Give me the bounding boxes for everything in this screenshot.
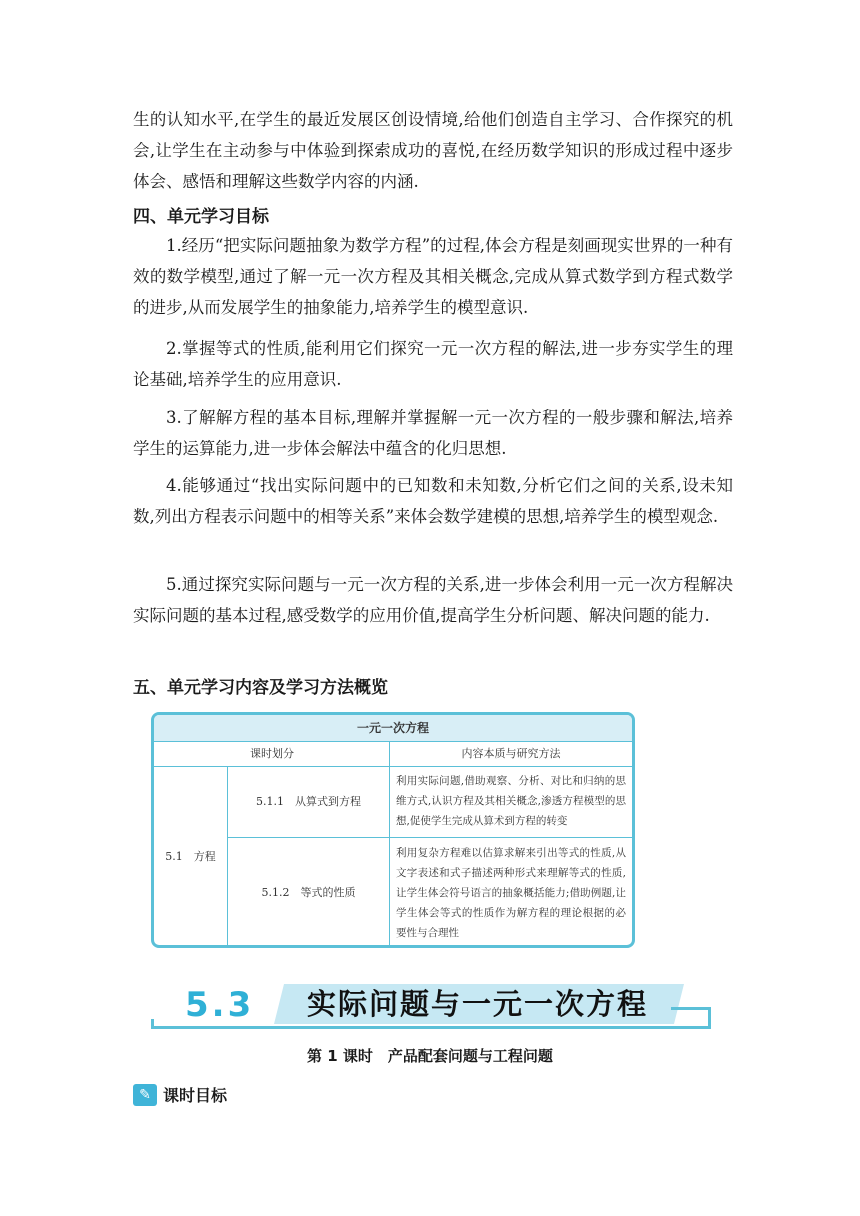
table-lesson-cell: 5.1.2 等式的性质	[261, 886, 356, 899]
goal-item-4: 4.能够通过“找出实际问题中的已知数和未知数,分析它们之间的关系,设未知数,列出方程表示问题中的相等关系”来体会数学建模的思想,培养学生的模型观念.	[133, 476, 733, 526]
goal-item-3: 3.了解解方程的基本目标,理解并掌握解一元一次方程的一般步骤和解法,培养学生的运算能力,进一步体会解法中蕴含的化归思想.	[133, 408, 733, 458]
table-title: 一元一次方程	[154, 715, 632, 742]
banner-rule	[151, 1026, 711, 1029]
chapter-banner	[151, 982, 711, 1032]
lesson-goal-label: 课时目标	[163, 1086, 228, 1105]
book-icon: ✎	[133, 1084, 157, 1106]
section-heading-overview: 五、单元学习内容及学习方法概览	[133, 678, 388, 698]
table-lesson-cell: 5.1.1 从算式到方程	[256, 795, 361, 808]
section-heading-goals: 四、单元学习目标	[133, 207, 269, 227]
overview-table	[151, 712, 635, 948]
banner-rule-tick	[708, 1007, 711, 1029]
goal-item-1: 1.经历“把实际问题抽象为数学方程”的过程,体会方程是刻画现实世界的一种有效的数学模型,通过了解一元一次方程及其相关概念,完成从算式数学到方程式数学的进步,从而发展学生的抽象能力,培养学生的模型意识.	[133, 236, 733, 317]
table-header-lesson: 课时划分	[250, 747, 294, 760]
table-desc-cell: 利用复杂方程难以估算求解来引出等式的性质,从文字表述和式子描述两种形式来理解等式的性质,让学生体会符号语言的抽象概括能力;借助例题,让学生体会等式的性质作为解方程的理论根据的必要性与合理性	[396, 847, 626, 939]
intro-paragraph: 生的认知水平,在学生的最近发展区创设情境,给他们创造自主学习、合作探究的机会,让学生在主动参与中体验到探索成功的喜悦,在经历数学知识的形成过程中逐步体会、感悟和理解这些数学内容的内涵.	[133, 110, 733, 191]
goal-item-2: 2.掌握等式的性质,能利用它们探究一元一次方程的解法,进一步夯实学生的理论基础,培养学生的应用意识.	[133, 339, 733, 389]
table-header-row	[154, 741, 632, 767]
banner-rule-cap	[151, 1019, 154, 1029]
lesson-title: 第 1 课时 产品配套问题与工程问题	[307, 1047, 553, 1065]
chapter-number: 5.3	[185, 985, 255, 1025]
banner-rule-top	[671, 1007, 711, 1010]
goal-item-5: 5.通过探究实际问题与一元一次方程的关系,进一步体会利用一元一次方程解决实际问题的基本过程,感受数学的应用价值,提高学生分析问题、解决问题的能力.	[133, 575, 733, 625]
table-group-cell: 5.1 方程	[165, 850, 216, 863]
chapter-title: 实际问题与一元一次方程	[307, 987, 649, 1021]
table-desc-cell: 利用实际问题,借助观察、分析、对比和归纳的思维方式,认识方程及其相关概念,渗透方程模型的思想,促使学生完成从算术到方程的转变	[396, 775, 626, 827]
table-header-method: 内容本质与研究方法	[461, 747, 561, 760]
